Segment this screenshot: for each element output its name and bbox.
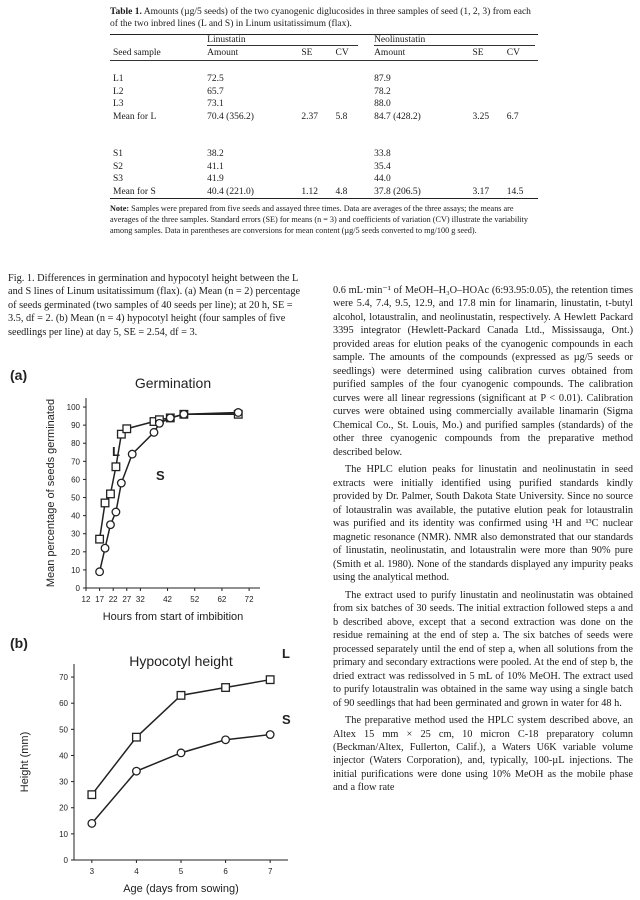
- x-tick-label: 5: [178, 867, 184, 876]
- y-tick-label: 10: [59, 829, 68, 839]
- data-point-S: [88, 820, 96, 828]
- table-cell: [298, 173, 332, 186]
- table-row: [110, 161, 538, 174]
- table-gap-cell: [110, 136, 538, 149]
- table-cell: L1: [113, 74, 124, 85]
- table-cell: S1: [113, 149, 124, 160]
- table-1: [110, 6, 538, 236]
- table-cell: [470, 148, 504, 161]
- x-tick-label: 7: [267, 867, 273, 876]
- x-tick-label: 3: [89, 867, 95, 876]
- y-tick-label: 30: [59, 777, 68, 787]
- x-tick-label: 52: [190, 595, 200, 604]
- table-cell: 72.5: [207, 74, 224, 85]
- y-tick-label: 40: [59, 751, 68, 761]
- chart-title: Hypocotyl height: [129, 653, 233, 669]
- y-tick-label: 40: [71, 511, 80, 521]
- table-header-cell: [110, 34, 204, 47]
- chart-title: Germination: [134, 375, 212, 391]
- panel-label: (b): [10, 635, 28, 651]
- series-label: L: [112, 444, 120, 459]
- table-cell: [333, 98, 372, 111]
- x-tick-label: 42: [163, 595, 173, 604]
- table-header-cell: Seed sample: [113, 48, 161, 59]
- table-cell: 35.4: [374, 161, 391, 172]
- table-cell: [504, 148, 538, 161]
- data-point-S: [177, 749, 185, 757]
- y-tick-label: 60: [71, 475, 80, 485]
- table-cell: [504, 161, 538, 174]
- table-cell: 84.7 (428.2): [374, 111, 421, 122]
- table-cell: [470, 86, 504, 99]
- data-point-L: [101, 499, 109, 507]
- x-tick-label: 72: [244, 595, 254, 604]
- table-cell: 41.1: [207, 161, 224, 172]
- x-tick-label: 6: [223, 867, 228, 876]
- table-caption: [110, 6, 538, 31]
- panel-label: (a): [10, 367, 28, 383]
- data-point-S: [133, 767, 141, 775]
- table-cell: [504, 173, 538, 186]
- y-tick-label: 60: [59, 699, 68, 709]
- table-cell: 73.1: [207, 99, 224, 110]
- body-text-column: [333, 284, 633, 795]
- table-cell: [333, 86, 372, 99]
- table-cell: [504, 73, 538, 86]
- table-header-row: [110, 47, 538, 60]
- table-cell: [333, 161, 372, 174]
- table-cell: [504, 86, 538, 99]
- y-tick-label: 90: [71, 421, 80, 431]
- table-group-header-text: Neolinustatin: [374, 35, 535, 46]
- table-header-cell: Amount: [374, 48, 406, 59]
- table-header-cell: SE: [301, 48, 313, 59]
- table-gap-cell: [110, 60, 538, 73]
- table-cell: [298, 73, 332, 86]
- table-header-cell: SE: [472, 48, 484, 59]
- table-cell: [470, 98, 504, 111]
- table-cell: [470, 173, 504, 186]
- table-cell: 5.8: [335, 111, 348, 122]
- data-point-S: [107, 521, 115, 529]
- data-point-S: [101, 544, 109, 552]
- data-point-S: [96, 568, 104, 576]
- table-cell: S3: [113, 174, 124, 185]
- table-cell: [333, 148, 372, 161]
- y-tick-label: 30: [71, 529, 80, 539]
- body-paragraph: The preparative method used the HPLC system described above, an Altex 15 mm × 25 cm, 10 micron C-18 preparatory column (Beckman/Altex, Fullerton, Calif.), a Waters U6K variable volume injector (Waters Corporation), and, typically, 100-µL injections. The initial purifications were done using 10% MeOH as the mobile phase and a flow rate: [333, 715, 633, 794]
- table-cell: 2.37: [301, 111, 318, 122]
- table-cell: [504, 98, 538, 111]
- x-axis-label: Hours from start of imbibition: [102, 611, 244, 623]
- table-cell: [298, 86, 332, 99]
- table-row: [110, 98, 538, 111]
- table-cell: 44.0: [374, 174, 391, 185]
- x-tick-label: 12: [81, 595, 91, 604]
- y-tick-label: 0: [75, 584, 80, 593]
- table-row: [110, 111, 538, 124]
- data-point-S: [166, 414, 174, 422]
- data-point-L: [88, 791, 96, 799]
- table-cell: [298, 148, 332, 161]
- body-paragraph: 0.6 mL·min⁻¹ of MeOH–H₃O–HOAc (6:93.95:0.05), the retention times were 5.4, 7.4, 9.5, 12.9, and 17.8 min for linamarin, linustatin, t-butyl alcohol, lotaustralin, and neolinustatin, respectively. A Hewlett Packard 3395 integrator (Hewlett-Packard Canada Ltd., Mississauga, Ont.) provided areas for elution peaks of the cyanogenic compounds in each sample. The amounts of the compounds (expressed as µg/5 seeds or seedlings) were determined using calibration curves obtained from purified samples of the four cyanogenic compounds. The calibration curves were all linear regressions (significant at P < 0.01). Calibration curves were obtained using commercially available linamarin (Sigma Chemical Co., St. Louis, Mo.) and purified samples (standards) of the other three cyanogenic compounds from the preparative method described below.: [333, 285, 633, 458]
- y-tick-label: 20: [71, 547, 80, 557]
- data-point-S: [156, 420, 164, 428]
- y-axis-label: Mean percentage of seeds germinated: [45, 398, 57, 588]
- table-cell: 33.8: [374, 149, 391, 160]
- table-cell: 88.0: [374, 99, 391, 110]
- data-point-L: [222, 684, 230, 692]
- table-cell: 14.5: [504, 186, 538, 199]
- table-note-text: Samples were prepared from five seeds and assayed three times. Data are averages of the three assays; the means are averages of the three samples. Standard errors (SE) for means (n = 3) and coefficients of variation (CV) illustrate the variability among samples. Data in parentheses are conversions for mean content (µg/5 seeds converted to mg/100 g seed).: [110, 204, 529, 236]
- data-point-L: [177, 692, 185, 700]
- table-row-gap: [110, 60, 538, 73]
- table-cell: 38.2: [207, 149, 224, 160]
- table-cell: Mean for S: [110, 186, 204, 199]
- y-tick-label: 100: [66, 403, 80, 413]
- y-tick-label: 70: [59, 673, 68, 683]
- y-axis-label: Height (mm): [19, 731, 31, 793]
- x-tick-label: 4: [134, 867, 139, 876]
- table-row: [110, 86, 538, 99]
- data-point-S: [118, 479, 126, 487]
- x-axis-label: Age (days from sowing): [123, 883, 239, 895]
- table-group-header-text: Linustatin: [207, 35, 358, 46]
- table-row: [110, 73, 538, 86]
- x-tick-label: 17: [95, 595, 105, 604]
- table-cell: Mean for L: [113, 111, 157, 122]
- table-group-header: [371, 34, 538, 47]
- germination-chart: [6, 366, 308, 623]
- y-tick-label: 10: [71, 565, 80, 575]
- table-cell: 3.25: [472, 111, 490, 122]
- table-caption-text: Amounts (µg/5 seeds) of the two cyanogenic diglucosides in three samples of seed (1, 2, 3) from each of the two inbred lines (L and S) in Linum usitatissimum (flax).: [110, 7, 531, 30]
- table-header-cell: CV: [335, 48, 349, 59]
- data-point-L: [107, 490, 115, 498]
- data-point-L: [123, 425, 131, 433]
- series-label: L: [282, 646, 290, 661]
- series-label: S: [282, 712, 291, 727]
- table-cell: 1.12: [298, 186, 332, 199]
- table-note: [110, 203, 538, 236]
- figure-caption: Fig. 1. Differences in germination and hypocotyl height between the L and S lines of Linum usitatissimum (flax). (a) Mean (n = 2) percentage of seeds germinated (two samples of 40 seeds per line); at 20 h, SE = 3.5, df = 2. (b) Mean (n = 4) hypocotyl height (four samples of five seedlings per line) at day 5, SE = 2.54, df = 3.: [8, 273, 301, 338]
- table-header-cell: CV: [506, 48, 520, 59]
- table-row: [110, 186, 538, 199]
- table-cell: [470, 161, 504, 174]
- table-header-cell: Amount: [207, 48, 239, 59]
- x-tick-label: 22: [108, 595, 118, 604]
- table-label: Table 1.: [110, 7, 142, 17]
- table-row-gap: [110, 123, 538, 136]
- y-tick-label: 70: [71, 457, 80, 467]
- data-point-L: [266, 676, 274, 684]
- table-row: [110, 148, 538, 161]
- table-cell: [470, 73, 504, 86]
- table-cell: [333, 173, 372, 186]
- table-cell: 6.7: [506, 111, 519, 122]
- table-group-header: [204, 34, 371, 47]
- data-point-S: [234, 409, 242, 417]
- data-point-L: [112, 463, 120, 471]
- table-cell: [298, 98, 332, 111]
- table-note-label: Note:: [110, 204, 130, 214]
- table-group-header-row: [110, 34, 538, 47]
- data-point-L: [96, 535, 104, 543]
- y-tick-label: 0: [63, 856, 68, 865]
- body-paragraph: The HPLC elution peaks for linustatin and neolinustatin in seed extracts were initially identified using purified standards kindly provided by Dr. Palmer, South Dakota State University. Since no source of lotaustralin was available, the putative elution peak for lotaustralin was purified and its identity was confirmed using ¹H and ¹³C nuclear magnetic resonance (NMR). NMR also demonstrated that our standards of linustatin, neolinustatin, and lotaustralin were more than 90% pure (Smith et al. 1980). None of the standards displayed any impurity peaks using the analytical method.: [333, 464, 633, 584]
- table-cell: 87.9: [374, 74, 391, 85]
- table-cell: [333, 73, 372, 86]
- data-point-L: [133, 733, 141, 741]
- table-cell: [298, 161, 332, 174]
- hypocotyl-height-chart: [6, 634, 308, 896]
- series-label: S: [156, 468, 165, 483]
- data-point-S: [266, 731, 274, 739]
- table-cell: 65.7: [207, 86, 224, 97]
- x-tick-label: 32: [135, 595, 145, 604]
- body-paragraph: The extract used to purify linustatin and neolinustatin was obtained from six batches of 30 seeds. The initial extraction followed steps a and b described above, except that a second extraction was done on the residue remaining at the end of step a. The six batches of seeds were processed separately until the end of step a, when all solutions from the primary and secondary extractions were pooled. At the end of step b, the dried extract was redissolved in 5 mL of 10% MeOH. The extract used to purify lotaustralin was obtained in the same way using a single batch of 90 seedlings that had been germinated and grown in water for 48 h.: [333, 589, 633, 709]
- data-point-S: [112, 508, 120, 516]
- data-point-S: [222, 736, 230, 744]
- table-cell: 37.8 (206.5): [371, 186, 469, 199]
- x-tick-label: 27: [122, 595, 132, 604]
- y-tick-label: 50: [59, 725, 68, 735]
- series-line-S: [92, 735, 270, 824]
- y-tick-label: 20: [59, 803, 68, 813]
- data-point-S: [128, 450, 136, 458]
- y-tick-label: 80: [71, 439, 80, 449]
- table-cell: L2: [113, 86, 124, 97]
- table-grid: [110, 34, 538, 200]
- table-cell: S2: [113, 161, 124, 172]
- table-cell: 40.4 (221.0): [204, 186, 298, 199]
- table-cell: L3: [113, 99, 124, 110]
- table-cell: 4.8: [333, 186, 372, 199]
- table-cell: 78.2: [374, 86, 391, 97]
- table-cell: 41.9: [207, 174, 224, 185]
- table-gap-cell: [110, 123, 538, 136]
- y-tick-label: 50: [71, 493, 80, 503]
- table-cell: 3.17: [470, 186, 504, 199]
- data-point-S: [150, 429, 158, 437]
- table-row: [110, 173, 538, 186]
- x-tick-label: 62: [217, 595, 227, 604]
- table-row-gap: [110, 136, 538, 149]
- table-cell: 70.4 (356.2): [207, 111, 254, 122]
- data-point-S: [180, 410, 188, 418]
